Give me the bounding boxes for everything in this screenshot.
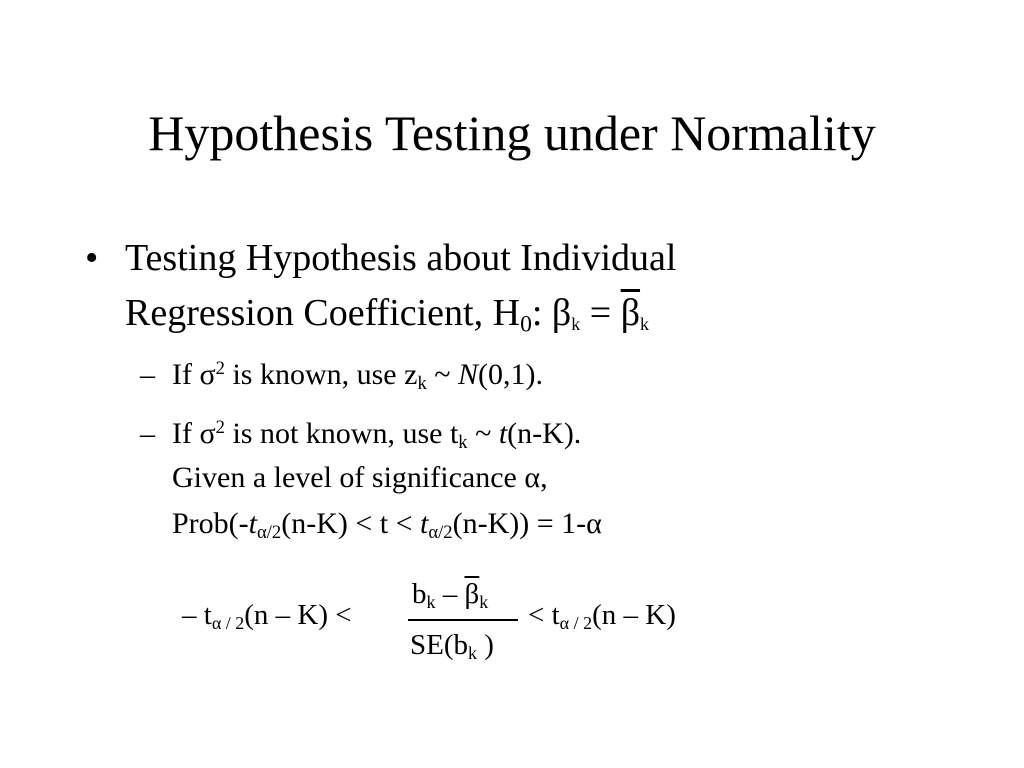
sub2-sup: 2: [215, 416, 225, 438]
sub1-text-b: is known, use z: [224, 358, 418, 391]
sub2-text-d: (n-K).: [507, 417, 582, 450]
formula-right-a: < t: [528, 599, 560, 631]
formula-left-sub: α / 2: [211, 613, 245, 634]
prob-sub2: α/2: [428, 522, 453, 544]
prob-text-b: (n-K) < t <: [281, 507, 421, 540]
formula-right: [528, 598, 676, 632]
formula-numerator: [412, 577, 488, 611]
num-minus: –: [435, 578, 465, 610]
sub-bullet-2: [140, 416, 581, 452]
sub-bullet-2-line-2: Given a level of significance α,: [172, 461, 548, 494]
sub1-italic: N: [457, 358, 478, 391]
sub2-italic: t: [498, 417, 508, 450]
formula-denominator: [410, 628, 494, 662]
den-b: ): [477, 629, 494, 661]
sub1-sup: 2: [215, 357, 225, 379]
den-a: SE(b: [410, 629, 468, 661]
den-k: k: [468, 643, 477, 664]
num-k2: k: [479, 592, 489, 613]
bullet-marker: •: [85, 237, 99, 279]
sub2-text-b: is not known, use t: [224, 417, 459, 450]
beta-k: : β: [531, 292, 572, 334]
prob-text-a: Prob(-: [172, 507, 249, 540]
bullet-line-2: [125, 291, 650, 338]
sub1-text-d: (0,1).: [477, 358, 543, 391]
formula-left-a: – t: [182, 599, 212, 631]
sub1-sub: k: [417, 373, 427, 395]
sub-bullet-1: [140, 357, 543, 393]
sub1-text-c: ~: [426, 358, 458, 391]
beta-bar: $\overline{\beta}$: [620, 292, 641, 334]
num-b: b: [412, 578, 427, 610]
bullet-text-2: Regression Coefficient, H: [125, 292, 521, 334]
beta-k-subscript: k: [571, 314, 581, 335]
equals-sign: =: [580, 292, 621, 334]
sub2-text-c: ~: [467, 417, 499, 450]
formula-left-b: (n – K) <: [244, 599, 352, 631]
sub1-text-a: If σ: [172, 358, 216, 391]
prob-text-c: (n-K)) = 1-α: [452, 507, 602, 540]
prob-t2: t: [420, 507, 429, 540]
num-beta-bar: $\overline{\beta}$: [464, 578, 480, 610]
slide-title: Hypothesis Testing under Normality: [148, 105, 876, 161]
formula-left: [182, 598, 352, 632]
bullet-line-1: [85, 236, 676, 280]
sub2-sub: k: [458, 432, 468, 454]
beta-bar-subscript: k: [640, 314, 650, 335]
formula-right-sub: α / 2: [559, 613, 593, 634]
sub-bullet-1-dash: –: [140, 358, 155, 391]
bullet-text-1: Testing Hypothesis about Individual: [125, 237, 677, 279]
formula-right-b: (n – K): [592, 599, 676, 631]
fraction-bar: [408, 619, 518, 621]
num-k1: k: [426, 592, 436, 613]
prob-t1: t: [248, 507, 257, 540]
sub-bullet-2-dash: –: [140, 417, 155, 450]
prob-sub1: α/2: [257, 522, 282, 544]
h0-subscript: 0: [520, 311, 532, 338]
sub-bullet-2-line-3: [172, 506, 602, 542]
sub2-text-a: If σ: [172, 417, 216, 450]
